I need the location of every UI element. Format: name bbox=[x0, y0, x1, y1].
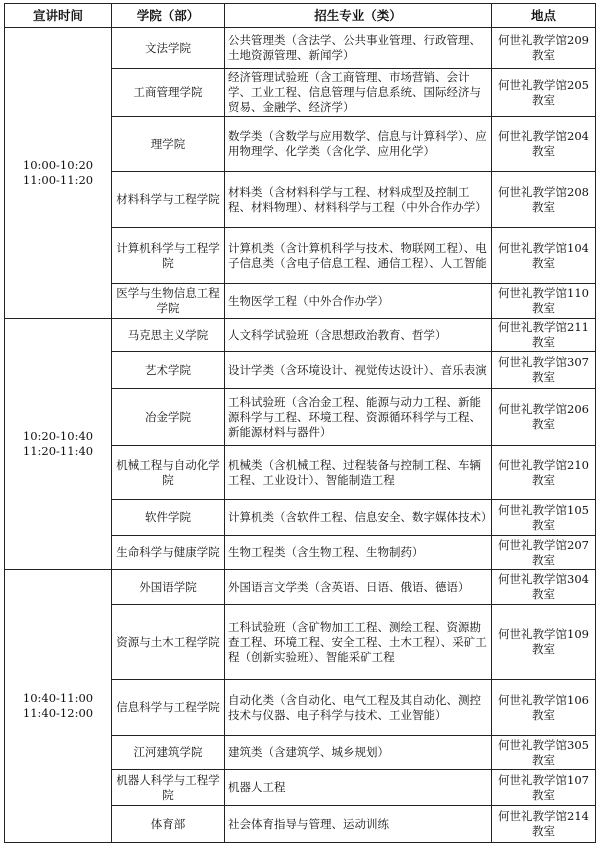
major-cell: 生物工程类（含生物工程、生物制药） bbox=[225, 536, 492, 570]
location-cell: 何世礼教学馆211 教室 bbox=[492, 319, 596, 352]
college-cell: 机械工程与自动化学院 bbox=[112, 446, 225, 500]
college-cell: 材料科学与工程学院 bbox=[112, 172, 225, 228]
major-cell: 外国语言文学类（含英语、日语、俄语、德语） bbox=[225, 570, 492, 605]
college-cell: 文法学院 bbox=[112, 28, 225, 69]
college-cell: 计算机科学与工程学院 bbox=[112, 228, 225, 284]
major-cell: 计算机类（含计算机科学与技术、物联网工程）、电子信息类（含电子信息工程、通信工程）、人工智能 bbox=[225, 228, 492, 284]
location-cell: 何世礼教学馆209 教室 bbox=[492, 28, 596, 69]
major-cell: 建筑类（含建筑学、城乡规划） bbox=[225, 736, 492, 770]
location-cell: 何世礼教学馆207 教室 bbox=[492, 536, 596, 570]
college-cell: 体育部 bbox=[112, 806, 225, 843]
college-cell: 外国语学院 bbox=[112, 570, 225, 605]
location-cell: 何世礼教学馆204 教室 bbox=[492, 117, 596, 172]
major-cell: 工科试验班（含矿物加工工程、测绘工程、资源勘查工程、环境工程、安全工程、土木工程）、采矿工程（创新实验班）、智能采矿工程 bbox=[225, 605, 492, 680]
college-cell: 江河建筑学院 bbox=[112, 736, 225, 770]
major-cell: 计算机类（含软件工程、信息安全、数字媒体技术） bbox=[225, 500, 492, 536]
table-row bbox=[5, 28, 596, 69]
session-time-cell bbox=[5, 570, 112, 843]
major-cell: 公共管理类（含法学、公共事业管理、行政管理、土地资源管理、新闻学） bbox=[225, 28, 492, 69]
location-cell: 何世礼教学馆104 教室 bbox=[492, 228, 596, 284]
location-cell: 何世礼教学馆110 教室 bbox=[492, 284, 596, 319]
header-college: 学院（部） bbox=[112, 4, 225, 28]
location-cell: 何世礼教学馆210 教室 bbox=[492, 446, 596, 500]
header-row bbox=[5, 4, 596, 28]
major-cell: 机器人工程 bbox=[225, 770, 492, 806]
session-time-cell bbox=[5, 28, 112, 319]
session-time-second: 11:20-11:40 bbox=[22, 444, 94, 458]
session-time-second: 11:00-11:20 bbox=[22, 173, 94, 187]
college-cell: 冶金学院 bbox=[112, 389, 225, 446]
location-cell: 何世礼教学馆307 教室 bbox=[492, 352, 596, 389]
major-cell: 人文科学试验班（含思想政治教育、哲学） bbox=[225, 319, 492, 352]
college-cell: 信息科学与工程学院 bbox=[112, 680, 225, 736]
session-time-first: 10:00-10:20 bbox=[22, 158, 94, 172]
location-cell: 何世礼教学馆205 教室 bbox=[492, 69, 596, 117]
table-row bbox=[5, 570, 596, 605]
location-cell: 何世礼教学馆208 教室 bbox=[492, 172, 596, 228]
header-time: 宣讲时间 bbox=[5, 4, 112, 28]
session-time-second: 11:40-12:00 bbox=[22, 706, 94, 720]
major-cell: 经济管理试验班（含工商管理、市场营销、会计学、工业工程、信息管理与信息系统、国际经济与贸易、金融学、经济学） bbox=[225, 69, 492, 117]
major-cell: 自动化类（含自动化、电气工程及其自动化、测控技术与仪器、电子科学与技术、工业智能） bbox=[225, 680, 492, 736]
location-cell: 何世礼教学馆206 教室 bbox=[492, 389, 596, 446]
header-major: 招生专业（类） bbox=[225, 4, 492, 28]
college-cell: 工商管理学院 bbox=[112, 69, 225, 117]
table-row bbox=[5, 319, 596, 352]
college-cell: 资源与土木工程学院 bbox=[112, 605, 225, 680]
location-cell: 何世礼教学馆214 教室 bbox=[492, 806, 596, 843]
college-cell: 软件学院 bbox=[112, 500, 225, 536]
location-cell: 何世礼教学馆107 教室 bbox=[492, 770, 596, 806]
session-time-cell bbox=[5, 319, 112, 570]
location-cell: 何世礼教学馆105 教室 bbox=[492, 500, 596, 536]
session-time-first: 10:20-10:40 bbox=[22, 429, 94, 443]
college-cell: 生命科学与健康学院 bbox=[112, 536, 225, 570]
major-cell: 材料类（含材料科学与工程、材料成型及控制工程、材料物理）、材料科学与工程（中外合作办学） bbox=[225, 172, 492, 228]
location-cell: 何世礼教学馆305 教室 bbox=[492, 736, 596, 770]
major-cell: 工科试验班（含冶金工程、能源与动力工程、新能源科学与工程、环境工程、资源循环科学与工程、新能源材料与器件） bbox=[225, 389, 492, 446]
major-cell: 数学类（含数学与应用数学、信息与计算科学）、应用物理学、化学类（含化学、应用化学） bbox=[225, 117, 492, 172]
major-cell: 生物医学工程（中外合作办学） bbox=[225, 284, 492, 319]
major-cell: 机械类（含机械工程、过程装备与控制工程、车辆工程、工业设计）、智能制造工程 bbox=[225, 446, 492, 500]
college-cell: 医学与生物信息工程学院 bbox=[112, 284, 225, 319]
major-cell: 社会体育指导与管理、运动训练 bbox=[225, 806, 492, 843]
major-cell: 设计学类（含环境设计、视觉传达设计）、音乐表演 bbox=[225, 352, 492, 389]
college-cell: 理学院 bbox=[112, 117, 225, 172]
session-time-first: 10:40-11:00 bbox=[22, 691, 94, 705]
college-cell: 机器人科学与工程学院 bbox=[112, 770, 225, 806]
location-cell: 何世礼教学馆304 教室 bbox=[492, 570, 596, 605]
college-cell: 马克思主义学院 bbox=[112, 319, 225, 352]
schedule-table bbox=[4, 3, 596, 843]
location-cell: 何世礼教学馆109 教室 bbox=[492, 605, 596, 680]
header-location: 地点 bbox=[492, 4, 596, 28]
college-cell: 艺术学院 bbox=[112, 352, 225, 389]
location-cell: 何世礼教学馆106 教室 bbox=[492, 680, 596, 736]
